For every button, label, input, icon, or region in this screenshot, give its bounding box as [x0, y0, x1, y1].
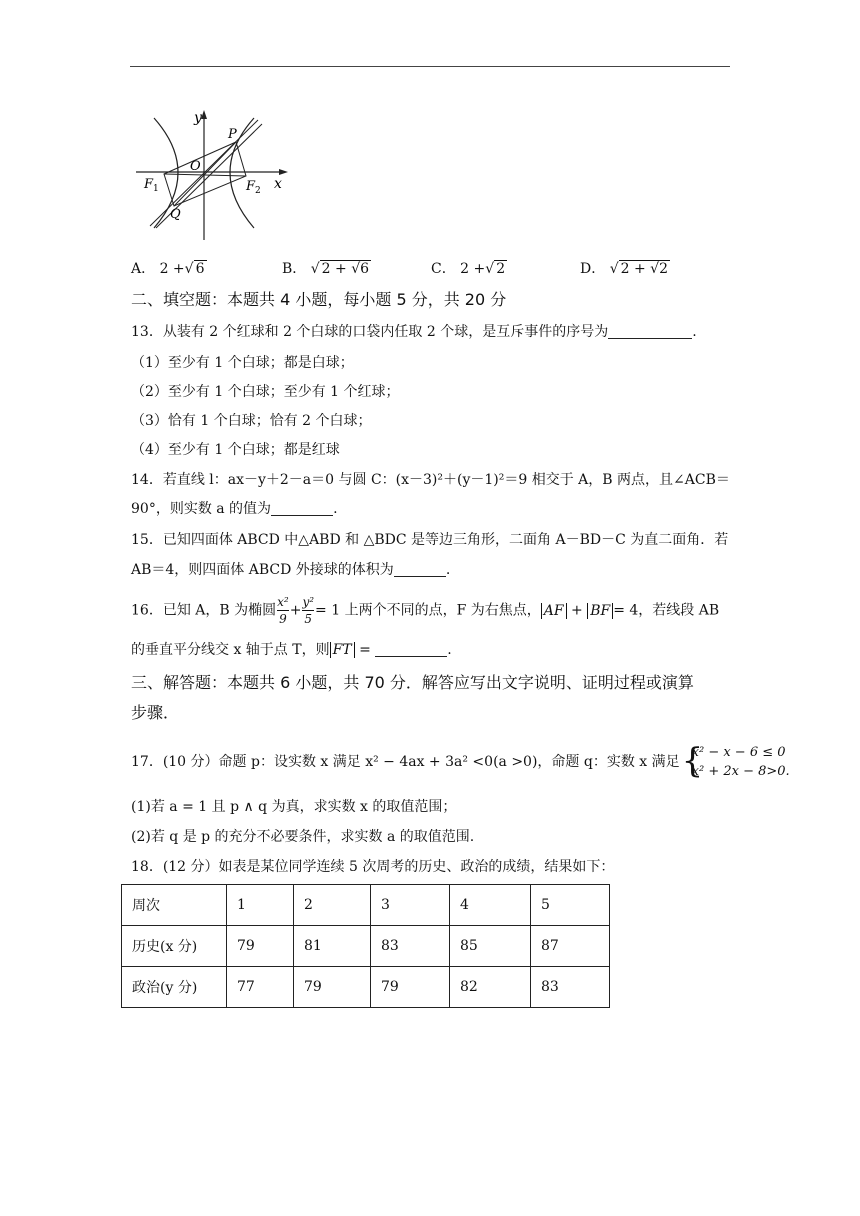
fig-label-q: Q: [170, 207, 181, 222]
q17-part-2: (2)若 q 是 p 的充分不必要条件，求实数 a 的取值范围.: [131, 829, 475, 845]
table-cell: 77: [227, 967, 294, 1008]
table-cell: 79: [294, 967, 371, 1008]
choice-c: C． 2 +√ 2: [431, 261, 506, 277]
q15-line-1: 15．已知四面体 ABCD 中△ABD 和 △BDC 是等边三角形，二面角 A－BD－C 为直二面角．若: [131, 532, 729, 548]
header-rule: [130, 66, 730, 67]
q16-line-1: 16．已知 A，B 为椭圆 $\frac{\text{x²}}{9}$ + $\frac{\text{y²}}{5}$ = 1 上两个不同的点，F 为右焦点， AF + BF = 4，若线段 AB: [131, 595, 720, 626]
fig-label-p: P: [228, 127, 237, 142]
table-cell: 1: [227, 885, 294, 926]
table-cell: 82: [450, 967, 531, 1008]
q16-line-2: 的垂直平分线交 x 轴于点 T，则 FT = .: [131, 642, 452, 658]
table-cell: 81: [294, 926, 371, 967]
table-cell: 历史(x 分): [122, 926, 227, 967]
choice-d: D． √ 2 + √2: [580, 261, 668, 277]
table-cell: 83: [531, 967, 610, 1008]
table-cell: 5: [531, 885, 610, 926]
table-row: [122, 926, 610, 967]
q15-line-2: AB＝4，则四面体 ABCD 外接球的体积为 .: [131, 562, 451, 578]
table-cell: 4: [450, 885, 531, 926]
q17-part-1: (1)若 a = 1 且 p ∧ q 为真，求实数 x 的取值范围；: [131, 799, 457, 815]
table-cell: 79: [371, 967, 450, 1008]
q17-system: { x² − x − 6 ≤ 0 x² + 2x − 8>0.: [681, 741, 790, 781]
table-cell: 政治(y 分): [122, 967, 227, 1008]
q13-stem: 13．从装有 2 个红球和 2 个白球的口袋内任取 2 个球，是互斥事件的序号为 .: [131, 324, 697, 340]
q18-stem: 18．(12 分）如表是某位同学连续 5 次周考的历史、政治的成绩，结果如下：: [131, 859, 615, 875]
fig-label-f2: $F_2$: [246, 179, 261, 196]
table-cell: 周次: [122, 885, 227, 926]
q14-line-1: 14．若直线 l：ax－y＋2－a＝0 与圆 C：(x－3)²＋(y－1)²＝9 相交于 A，B 两点，且∠ACB＝: [131, 472, 730, 488]
section-fill-in-title: 二、填空题：本题共 4 小题，每小题 5 分，共 20 分: [131, 290, 507, 309]
q18-score-table: [121, 884, 610, 1008]
q13-option-1: （1）至少有 1 个白球；都是白球；: [131, 355, 354, 371]
section-answer-title-line-1: 三、解答题：本题共 6 小题，共 70 分．解答应写出文字说明、证明过程或演算: [131, 673, 694, 692]
choice-b: B． √ 2 + √6: [282, 261, 370, 277]
section-answer-title-line-2: 步骤．: [131, 703, 180, 722]
table-cell: 85: [450, 926, 531, 967]
table-cell: 79: [227, 926, 294, 967]
fig-label-f1: $F_1$: [144, 177, 159, 194]
table-row: [122, 885, 610, 926]
hyperbola-figure: [136, 104, 296, 244]
fig-label-x: x: [274, 176, 282, 192]
q17-stem: 17．(10 分）命题 p：设实数 x 满足 x² − 4ax + 3a² <0(a >0)，命题 q：实数 x 满足 { x² − x − 6 ≤ 0 x² + 2x − 8>0.: [131, 741, 790, 781]
table-cell: 3: [371, 885, 450, 926]
table-cell: 2: [294, 885, 371, 926]
fig-label-o: O: [190, 159, 201, 174]
choice-a: A． 2 +√ 6: [131, 261, 205, 277]
q13-option-2: （2）至少有 1 个白球；至少有 1 个红球；: [131, 384, 400, 400]
fig-label-y: y: [194, 110, 202, 126]
q14-line-2: 90°，则实数 a 的值为 .: [131, 501, 338, 517]
table-cell: 87: [531, 926, 610, 967]
q13-option-4: （4）至少有 1 个白球；都是红球: [131, 442, 340, 458]
table-cell: 83: [371, 926, 450, 967]
q13-option-3: （3）恰有 1 个白球；恰有 2 个白球；: [131, 413, 372, 429]
table-row: [122, 967, 610, 1008]
